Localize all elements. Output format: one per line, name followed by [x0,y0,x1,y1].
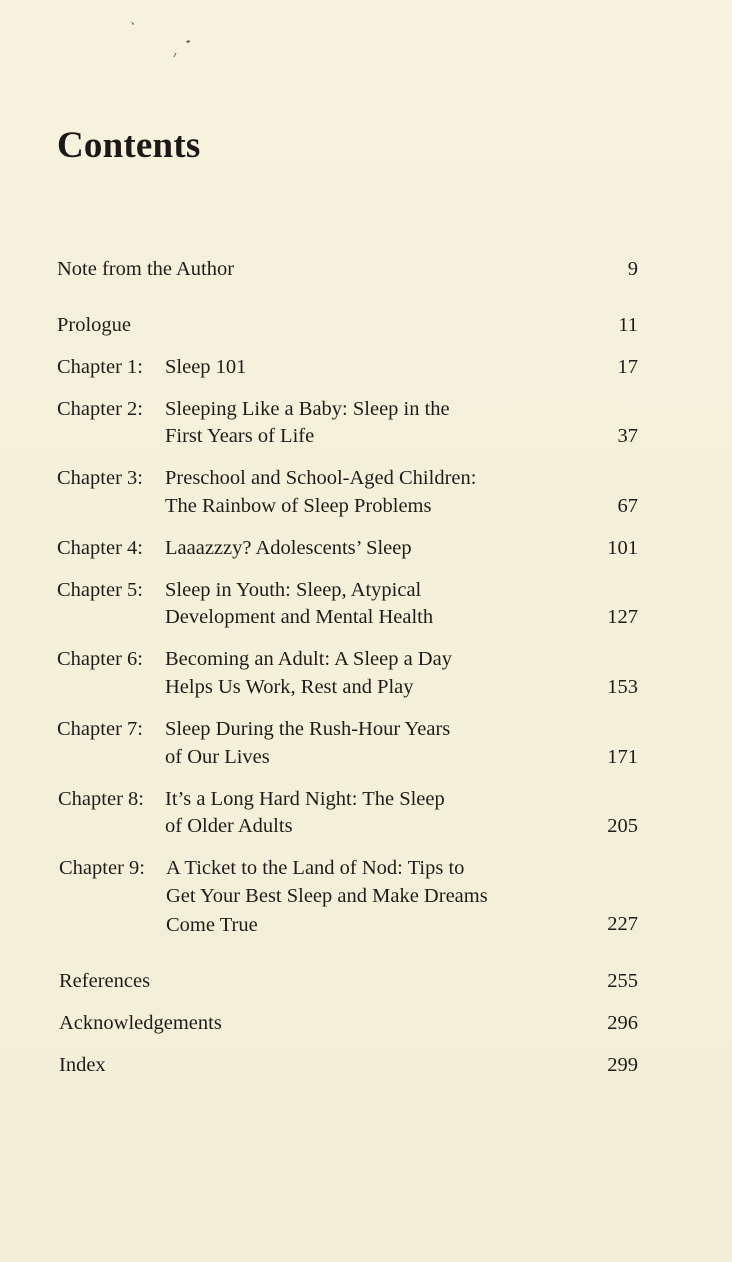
chapter-label: Chapter 7: [57,718,143,740]
toc-page-number: 17 [617,356,638,378]
chapter-title-line: Preschool and School-Aged Children: [165,467,477,489]
chapter-label: Chapter 6: [57,648,143,670]
chapter-title-line: of Older Adults [165,815,293,837]
chapter-label: Chapter 1: [57,356,143,378]
chapter-label: Chapter 8: [58,788,144,810]
toc-page-number: 227 [607,913,638,935]
chapter-label: Chapter 9: [59,857,145,879]
chapter-title-line: of Our Lives [165,746,270,768]
toc-page-number: 37 [617,425,638,447]
toc-page-number: 127 [607,606,638,628]
chapter-title-line: Becoming an Adult: A Sleep a Day [165,648,452,670]
toc-entry-title: Prologue [57,314,132,336]
toc-entry-title: Acknowledgements [59,1012,222,1034]
toc-page-number: 171 [607,746,638,768]
chapter-title-line: Sleep During the Rush-Hour Years [165,718,451,740]
chapter-title-line: The Rainbow of Sleep Problems [165,495,432,517]
chapter-title-line: First Years of Life [165,425,315,447]
toc-entry-title: Note from the Author [57,258,235,280]
toc-page-number: 11 [618,314,638,336]
chapter-title-line: Laaazzzy? Adolescents’ Sleep [165,537,412,559]
page-title: Contents [57,125,201,166]
toc-page-number: 9 [627,258,638,280]
chapter-title-line: Sleep 101 [165,356,247,378]
chapter-title-line: Sleeping Like a Baby: Sleep in the [165,398,450,420]
toc-entry-title: Index [59,1054,106,1076]
chapter-title-line: Get Your Best Sleep and Make Dreams [166,885,488,907]
toc-page-number: 296 [607,1012,638,1034]
chapter-title-line: It’s a Long Hard Night: The Sleep [165,788,445,810]
chapter-title-line: Helps Us Work, Rest and Play [165,676,414,698]
chapter-title-line: Development and Mental Health [165,606,434,628]
paper-specks [120,12,200,62]
chapter-label: Chapter 5: [57,579,143,601]
chapter-title-line: A Ticket to the Land of Nod: Tips to [166,857,465,879]
toc-entry-title: References [59,970,151,992]
chapter-title-line: Sleep in Youth: Sleep, Atypical [165,579,422,601]
toc-page-number: 255 [607,970,638,992]
chapter-label: Chapter 2: [57,398,143,420]
toc-page-number: 153 [607,676,638,698]
toc-page-number: 67 [617,495,638,517]
toc-page-number: 101 [607,537,638,559]
chapter-label: Chapter 3: [57,467,143,489]
chapter-label: Chapter 4: [57,537,143,559]
toc-page-number: 299 [607,1054,638,1076]
chapter-title-line: Come True [166,914,258,936]
toc-page-number: 205 [607,815,638,837]
